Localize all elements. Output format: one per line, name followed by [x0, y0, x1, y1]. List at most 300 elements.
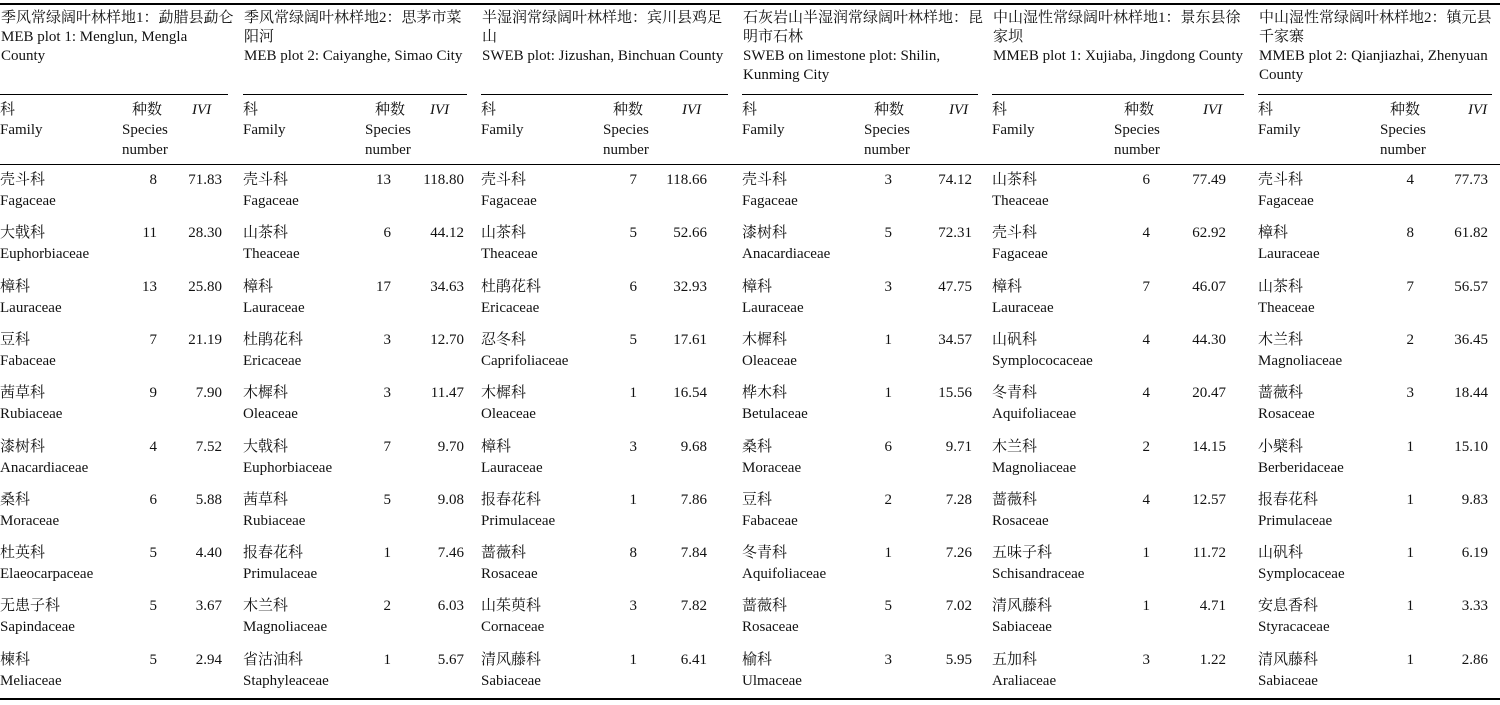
header-species-label: 种数 — [1390, 102, 1421, 118]
family-name-en: Aquifoliaceae — [742, 566, 827, 583]
family-cell — [1258, 170, 1314, 212]
family-cell — [992, 596, 1052, 638]
ivi-cell: 46.07 — [1192, 278, 1226, 295]
ivi-cell: 44.30 — [1192, 331, 1226, 348]
family-cell — [1258, 650, 1318, 692]
family-name-en: Theaceae — [1258, 299, 1315, 316]
ivi-cell: 16.54 — [673, 385, 707, 402]
header-species-number — [1114, 100, 1160, 160]
table-row — [243, 490, 475, 544]
header-species-label: 种数 — [1124, 102, 1155, 118]
family-name-zh: 木兰科 — [1258, 331, 1304, 348]
family-cell — [992, 223, 1048, 265]
family-cell — [243, 277, 305, 319]
ivi-cell: 14.15 — [1192, 438, 1226, 455]
table-row — [0, 596, 236, 650]
family-name-zh: 壳斗科 — [243, 172, 289, 188]
header-ivi: IVI — [682, 102, 702, 118]
table-row — [1258, 543, 1500, 597]
header-family-label: 科 — [243, 102, 259, 118]
family-name-zh: 清风藤科 — [1258, 651, 1319, 668]
family-name-en: Ulmaceae — [742, 672, 802, 689]
family-name-zh: 蔷薇科 — [992, 491, 1038, 508]
header-species-label: Species — [122, 122, 168, 138]
ivi-cell: 9.08 — [437, 491, 464, 508]
family-name-zh: 山茶科 — [243, 225, 289, 242]
family-name-zh: 山茶科 — [992, 172, 1038, 188]
family-name-zh: 大戟科 — [0, 225, 46, 242]
family-name-en: Euphorbiaceae — [0, 246, 90, 263]
family-name-en: Ericaceae — [481, 299, 540, 316]
table-row — [481, 383, 736, 437]
table-row — [0, 330, 236, 384]
ivi-cell: 9.71 — [945, 438, 972, 455]
species-number-cell: 7 — [1142, 278, 1150, 295]
table-row — [742, 330, 986, 384]
family-name-en: Moraceae — [0, 512, 60, 529]
species-number-cell: 11 — [142, 225, 157, 242]
header-family-label: 科 — [992, 102, 1008, 118]
plot-column — [481, 0, 736, 705]
family-name-en: Rosaceae — [742, 619, 799, 636]
table-row — [1258, 223, 1500, 277]
species-number-cell: 3 — [383, 385, 391, 402]
family-name-en: Staphyleaceae — [243, 672, 329, 689]
table-row — [243, 223, 475, 277]
family-cell — [742, 383, 808, 425]
ivi-cell: 1.22 — [1199, 651, 1226, 668]
family-name-zh: 楝科 — [0, 651, 31, 668]
plot-column — [992, 0, 1252, 705]
header-species-label: 种数 — [375, 102, 406, 118]
table-row — [1258, 170, 1500, 224]
plot-title-zh: 半湿润常绿阔叶林样地：宾川县鸡足山 — [482, 10, 723, 45]
family-name-zh: 蔷薇科 — [1258, 385, 1304, 402]
header-family — [992, 100, 1035, 140]
ivi-cell: 32.93 — [673, 278, 707, 295]
ivi-cell: 34.57 — [938, 331, 972, 348]
table-row — [481, 330, 736, 384]
table-row — [0, 383, 236, 437]
header-species-label: Species — [365, 122, 411, 138]
ivi-cell: 11.47 — [430, 385, 464, 402]
family-name-en: Moraceae — [742, 459, 802, 476]
family-name-en: Fagaceae — [992, 246, 1048, 263]
table-row — [481, 650, 736, 704]
family-cell — [481, 277, 541, 319]
table-row — [742, 650, 986, 704]
family-name-en: Fabaceae — [0, 352, 56, 369]
plot-title — [743, 9, 984, 85]
species-number-cell: 5 — [149, 651, 157, 668]
header-ivi: IVI — [949, 102, 969, 118]
table-row — [243, 383, 475, 437]
family-name-zh: 壳斗科 — [992, 225, 1038, 242]
family-name-zh: 冬青科 — [742, 545, 788, 562]
plot-title-zh: 季风常绿阔叶林样地1：勐腊县勐仑 — [1, 10, 234, 26]
family-name-zh: 山茶科 — [481, 225, 527, 242]
family-name-en: Theaceae — [481, 246, 538, 263]
family-cell — [0, 170, 56, 212]
plot-title-zh: 石灰岩山半湿润常绿阔叶林样地：昆明市石林 — [743, 10, 984, 45]
plot-title-en: MMEB plot 1: Xujiaba, Jingdong County — [993, 48, 1244, 64]
header-species-label: number — [122, 142, 168, 158]
header-species-label: number — [603, 142, 649, 158]
family-name-zh: 杜鹃花科 — [243, 331, 304, 348]
ivi-cell: 36.45 — [1454, 331, 1488, 348]
plot-title-zh: 中山湿性常绿阔叶林样地2：镇元县千家寨 — [1259, 10, 1492, 45]
family-name-en: Meliaceae — [0, 672, 62, 689]
species-number-cell: 8 — [629, 545, 637, 562]
header-family-label: Family — [481, 122, 524, 138]
table-row — [742, 596, 986, 650]
species-number-cell: 4 — [1142, 225, 1150, 242]
ivi-cell: 12.70 — [430, 331, 464, 348]
family-cell — [243, 437, 332, 479]
header-family-label: Family — [243, 122, 286, 138]
family-cell — [481, 170, 537, 212]
family-name-zh: 报春花科 — [243, 545, 304, 562]
family-cell — [481, 437, 543, 479]
family-name-zh: 木兰科 — [992, 438, 1038, 455]
family-cell — [742, 277, 804, 319]
family-name-zh: 漆树科 — [0, 438, 46, 455]
species-number-cell: 1 — [383, 545, 391, 562]
family-cell — [243, 170, 299, 212]
family-name-en: Anacardiaceae — [742, 246, 831, 263]
family-name-en: Oleaceae — [243, 406, 298, 423]
table-row — [1258, 277, 1500, 331]
family-cell — [243, 330, 303, 372]
ivi-cell: 34.63 — [430, 278, 464, 295]
header-family — [243, 100, 286, 140]
family-cell — [992, 170, 1049, 212]
header-family-label: 科 — [1258, 102, 1274, 118]
table-row — [992, 596, 1252, 650]
family-name-zh: 清风藤科 — [992, 598, 1053, 615]
species-number-cell: 1 — [1406, 438, 1414, 455]
family-cell — [992, 437, 1076, 479]
species-number-cell: 1 — [884, 331, 892, 348]
header-family-label: Family — [1258, 122, 1301, 138]
family-cell — [243, 543, 317, 585]
header-species-label: Species — [864, 122, 910, 138]
family-name-zh: 杜鹃花科 — [481, 278, 542, 295]
family-name-zh: 木樨科 — [742, 331, 788, 348]
header-ivi: IVI — [1203, 102, 1223, 118]
family-name-en: Theaceae — [243, 246, 300, 263]
header-family-label: Family — [992, 122, 1035, 138]
family-name-en: Lauraceae — [243, 299, 305, 316]
family-name-zh: 榆科 — [742, 651, 773, 668]
species-number-cell: 5 — [884, 598, 892, 615]
ivi-cell: 7.26 — [945, 545, 972, 562]
family-name-en: Lauraceae — [1258, 246, 1320, 263]
ivi-cell: 7.82 — [680, 598, 707, 615]
family-cell — [742, 596, 799, 638]
family-name-zh: 忍冬科 — [481, 331, 527, 348]
family-cell — [742, 170, 798, 212]
table-row — [992, 490, 1252, 544]
family-cell — [0, 437, 88, 479]
family-name-en: Sabiaceae — [1258, 672, 1318, 689]
family-name-zh: 蔷薇科 — [481, 545, 527, 562]
species-number-cell: 1 — [1406, 491, 1414, 508]
species-number-cell: 5 — [884, 225, 892, 242]
family-name-zh: 无患子科 — [0, 598, 61, 615]
ivi-cell: 77.73 — [1454, 172, 1488, 188]
family-cell — [1258, 277, 1315, 319]
family-cell — [992, 543, 1084, 585]
species-number-cell: 9 — [149, 385, 157, 402]
family-name-zh: 报春花科 — [1258, 491, 1319, 508]
family-cell — [992, 650, 1056, 692]
header-species-number — [603, 100, 649, 160]
family-name-zh: 壳斗科 — [742, 172, 788, 188]
ivi-cell: 4.71 — [1199, 598, 1226, 615]
family-name-zh: 桑科 — [742, 438, 773, 455]
table-row — [742, 383, 986, 437]
family-cell — [742, 543, 826, 585]
species-number-cell: 1 — [629, 385, 637, 402]
family-name-zh: 桦木科 — [742, 385, 788, 402]
family-name-zh: 山矾科 — [1258, 545, 1304, 562]
table-row — [481, 543, 736, 597]
family-name-en: Berberidaceae — [1258, 459, 1344, 476]
family-cell — [481, 490, 555, 532]
species-number-cell: 2 — [383, 598, 391, 615]
species-number-cell: 7 — [629, 172, 637, 188]
ivi-cell: 118.66 — [666, 172, 707, 188]
family-name-zh: 木兰科 — [243, 598, 289, 615]
family-cell — [243, 650, 329, 692]
family-name-en: Fagaceae — [742, 193, 798, 209]
family-cell — [0, 490, 59, 532]
family-name-en: Araliaceae — [992, 672, 1057, 689]
table-row — [742, 223, 986, 277]
species-number-cell: 6 — [149, 491, 157, 508]
species-number-cell: 3 — [884, 278, 892, 295]
ivi-cell: 6.41 — [680, 651, 707, 668]
family-cell — [481, 383, 536, 425]
header-species-label: Species — [1380, 122, 1426, 138]
species-number-cell: 3 — [884, 651, 892, 668]
family-name-en: Rubiaceae — [243, 512, 306, 529]
header-family-label: Family — [0, 122, 43, 138]
family-name-zh: 小檗科 — [1258, 438, 1304, 455]
ivi-cell: 15.56 — [938, 385, 972, 402]
family-name-en: Elaeocarpaceae — [0, 566, 94, 583]
ivi-cell: 9.83 — [1461, 491, 1488, 508]
family-cell — [481, 223, 538, 265]
plot-title — [244, 9, 473, 66]
species-number-cell: 6 — [629, 278, 637, 295]
table-row — [0, 490, 236, 544]
table-row — [1258, 596, 1500, 650]
table-row — [742, 543, 986, 597]
family-cell — [1258, 543, 1345, 585]
table-row — [243, 330, 475, 384]
table-row — [0, 650, 236, 704]
family-cell — [0, 383, 62, 425]
species-number-cell: 5 — [149, 598, 157, 615]
family-name-en: Caprifoliaceae — [481, 352, 569, 369]
family-name-en: Sabiaceae — [992, 619, 1052, 636]
table-row — [481, 170, 736, 224]
species-number-cell: 7 — [1406, 278, 1414, 295]
ivi-cell: 52.66 — [673, 225, 707, 242]
family-cell — [0, 543, 93, 585]
plot-title-rule — [243, 94, 467, 95]
ivi-cell: 7.84 — [680, 545, 707, 562]
family-name-zh: 樟科 — [481, 438, 512, 455]
table-row — [1258, 650, 1500, 704]
family-name-en: Sapindaceae — [0, 619, 75, 636]
species-number-cell: 7 — [149, 331, 157, 348]
plot-title-rule — [0, 94, 228, 95]
family-cell — [0, 650, 62, 692]
table-row — [992, 543, 1252, 597]
species-number-cell: 4 — [1142, 331, 1150, 348]
species-number-cell: 2 — [1406, 331, 1414, 348]
plot-title — [1, 9, 234, 66]
family-cell — [481, 650, 541, 692]
table-row — [742, 490, 986, 544]
family-name-zh: 五加科 — [992, 651, 1038, 668]
table-row — [1258, 330, 1500, 384]
table-row — [992, 330, 1252, 384]
family-cell — [992, 330, 1093, 372]
family-name-en: Primulaceae — [1258, 512, 1333, 529]
ivi-cell: 2.94 — [195, 651, 222, 668]
table-row — [742, 437, 986, 491]
family-cell — [481, 330, 568, 372]
header-family-label: Family — [742, 122, 785, 138]
species-number-cell: 5 — [149, 545, 157, 562]
plot-title-rule — [481, 94, 728, 95]
ivi-cell: 9.70 — [437, 438, 464, 455]
family-name-zh: 樟科 — [992, 278, 1023, 295]
ivi-cell: 5.95 — [945, 651, 972, 668]
table-row — [992, 223, 1252, 277]
family-name-en: Oleaceae — [481, 406, 536, 423]
family-name-en: Aquifoliaceae — [992, 406, 1077, 423]
table-row — [0, 543, 236, 597]
ivi-cell: 2.86 — [1461, 651, 1488, 668]
family-name-en: Primulaceae — [481, 512, 556, 529]
family-name-zh: 报春花科 — [481, 491, 542, 508]
table-row — [992, 383, 1252, 437]
ivi-cell: 6.03 — [437, 598, 464, 615]
ivi-cell: 15.10 — [1454, 438, 1488, 455]
family-name-en: Rosaceae — [481, 566, 538, 583]
species-number-cell: 7 — [383, 438, 391, 455]
header-species-label: Species — [603, 122, 649, 138]
family-name-en: Sabiaceae — [481, 672, 541, 689]
family-name-en: Fagaceae — [243, 193, 299, 209]
family-name-zh: 豆科 — [0, 331, 31, 348]
family-name-zh: 樟科 — [1258, 225, 1289, 242]
table-row — [992, 650, 1252, 704]
family-name-en: Lauraceae — [742, 299, 804, 316]
species-number-cell: 13 — [142, 278, 157, 295]
family-cell — [742, 650, 802, 692]
species-number-cell: 13 — [376, 172, 391, 188]
plot-title — [1259, 9, 1498, 85]
species-number-cell: 8 — [149, 172, 157, 188]
header-species-number — [864, 100, 910, 160]
table-row — [992, 437, 1252, 491]
plot-title-zh: 中山湿性常绿阔叶林样地1：景东县徐家坝 — [993, 10, 1241, 45]
ivi-cell: 7.02 — [945, 598, 972, 615]
family-name-en: Symplococaceae — [992, 352, 1093, 369]
header-family-label: 科 — [0, 102, 16, 118]
family-name-en: Rosaceae — [1258, 406, 1315, 423]
family-cell — [0, 223, 89, 265]
ivi-cell: 7.52 — [195, 438, 222, 455]
table-row — [0, 277, 236, 331]
species-number-cell: 5 — [629, 225, 637, 242]
family-cell — [481, 596, 544, 638]
family-name-zh: 冬青科 — [992, 385, 1038, 402]
plot-title-rule — [742, 94, 978, 95]
table-row — [481, 223, 736, 277]
family-name-en: Cornaceae — [481, 619, 545, 636]
table-row — [0, 223, 236, 277]
family-name-zh: 茜草科 — [0, 385, 46, 402]
table-row — [1258, 383, 1500, 437]
header-species-label: 种数 — [613, 102, 644, 118]
species-number-cell: 1 — [629, 491, 637, 508]
header-family-label: 科 — [742, 102, 758, 118]
ivi-cell: 118.80 — [423, 172, 464, 188]
species-number-cell: 1 — [884, 545, 892, 562]
species-number-cell: 1 — [1406, 651, 1414, 668]
table-row — [243, 277, 475, 331]
family-cell — [742, 490, 798, 532]
family-name-zh: 杜英科 — [0, 545, 46, 562]
plot-title-en: MEB plot 1: Menglun, Mengla County — [1, 29, 188, 64]
plot-column — [0, 0, 236, 705]
species-number-cell: 5 — [629, 331, 637, 348]
species-number-cell: 6 — [1142, 172, 1150, 188]
table-row — [742, 277, 986, 331]
family-name-zh: 山茱萸科 — [481, 598, 542, 615]
ivi-cell: 6.19 — [1461, 545, 1488, 562]
family-name-en: Ericaceae — [243, 352, 302, 369]
plot-title-en: SWEB plot: Jizushan, Binchuan County — [482, 48, 724, 64]
family-cell — [992, 383, 1076, 425]
ivi-cell: 3.33 — [1461, 598, 1488, 615]
species-number-cell: 3 — [884, 172, 892, 188]
species-number-cell: 3 — [383, 331, 391, 348]
ivi-cell: 74.12 — [938, 172, 972, 188]
table-row — [1258, 490, 1500, 544]
ivi-cell: 7.86 — [680, 491, 707, 508]
family-name-zh: 樟科 — [742, 278, 773, 295]
family-cell — [0, 330, 56, 372]
header-species-label: 种数 — [874, 102, 905, 118]
table-row — [243, 596, 475, 650]
species-number-cell: 1 — [1142, 598, 1150, 615]
ivi-cell: 7.46 — [437, 545, 464, 562]
ivi-cell: 77.49 — [1192, 172, 1226, 188]
table-row — [481, 490, 736, 544]
family-name-en: Betulaceae — [742, 406, 808, 423]
family-cell — [1258, 223, 1320, 265]
header-species-label: number — [1380, 142, 1426, 158]
species-number-cell: 1 — [1142, 545, 1150, 562]
